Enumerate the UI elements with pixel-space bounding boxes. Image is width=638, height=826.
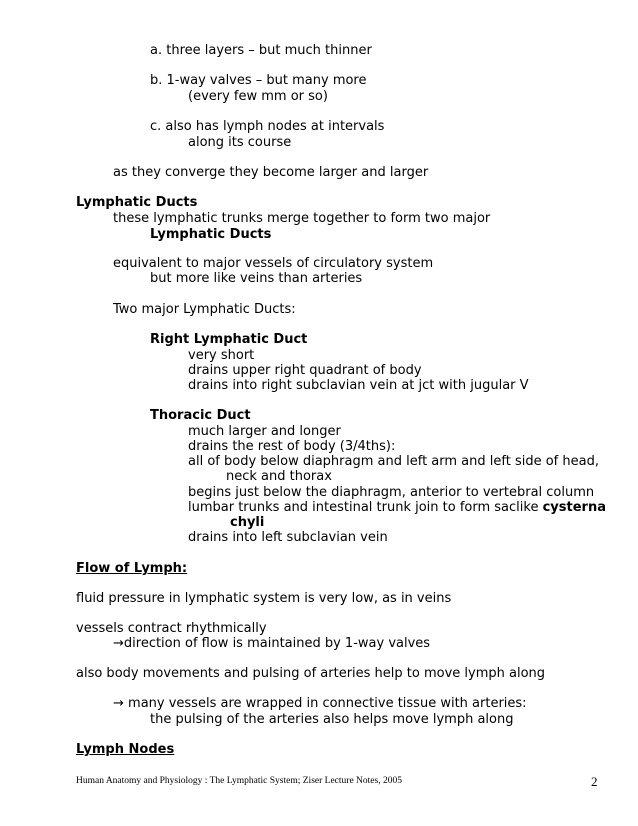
thoracic-duct-line-5-text: lumbar trunks and intestinal trunk join to form saclike: [188, 500, 543, 515]
thoracic-duct-line-6: drains into left subclavian vein: [188, 530, 388, 545]
lymphatic-ducts-term: Lymphatic Ducts: [150, 227, 272, 242]
trunks-merge-line: these lymphatic trunks merge together to form two major: [113, 211, 491, 226]
list-item-c: c. also has lymph nodes at intervals: [150, 119, 385, 134]
list-item-c-continuation: along its course: [188, 135, 292, 150]
flow-paragraph-4: → many vessels are wrapped in connective tissue with arteries:: [113, 696, 527, 711]
thoracic-duct-line-4: begins just below the diaphragm, anterior to vertebral column: [188, 485, 595, 500]
page-number: 2: [591, 774, 598, 789]
heading-right-lymphatic-duct: Right Lymphatic Duct: [150, 332, 308, 347]
heading-flow-of-lymph: Flow of Lymph:: [76, 561, 188, 576]
right-duct-line-1: very short: [188, 348, 255, 363]
heading-thoracic-duct: Thoracic Duct: [150, 408, 251, 423]
converge-line: as they converge they become larger and larger: [113, 165, 429, 180]
heading-lymph-nodes: Lymph Nodes: [76, 742, 175, 757]
list-item-b: b. 1-way valves – but many more: [150, 73, 367, 88]
chyli-term: chyli: [230, 515, 265, 530]
veins-line: but more like veins than arteries: [150, 271, 363, 286]
thoracic-duct-line-3-continuation: neck and thorax: [226, 469, 332, 484]
flow-paragraph-2: vessels contract rhythmically: [76, 621, 267, 636]
flow-paragraph-1: fluid pressure in lymphatic system is very low, as in veins: [76, 591, 452, 606]
cysterna-term: cysterna: [542, 500, 606, 515]
flow-paragraph-2-continuation: →direction of flow is maintained by 1-way valves: [113, 636, 431, 651]
flow-paragraph-3: also body movements and pulsing of arteries help to move lymph along: [76, 666, 546, 681]
equivalent-line: equivalent to major vessels of circulatory system: [113, 256, 434, 271]
list-item-b-continuation: (every few mm or so): [188, 89, 328, 104]
heading-lymphatic-ducts: Lymphatic Ducts: [76, 195, 198, 210]
flow-paragraph-4-continuation: the pulsing of the arteries also helps move lymph along: [150, 712, 514, 727]
right-duct-line-2: drains upper right quadrant of body: [188, 363, 422, 378]
right-duct-line-3: drains into right subclavian vein at jct with jugular V: [188, 378, 529, 393]
thoracic-duct-line-1: much larger and longer: [188, 424, 341, 439]
thoracic-duct-line-5: [188, 500, 606, 516]
thoracic-duct-line-3: all of body below diaphragm and left arm and left side of head,: [188, 454, 599, 469]
two-major-line: Two major Lymphatic Ducts:: [113, 302, 296, 317]
page-footer: Human Anatomy and Physiology : The Lymphatic System; Ziser Lecture Notes, 2005: [76, 776, 402, 786]
thoracic-duct-line-2: drains the rest of body (3/4ths):: [188, 439, 396, 454]
list-item-a: a. three layers – but much thinner: [150, 43, 372, 58]
